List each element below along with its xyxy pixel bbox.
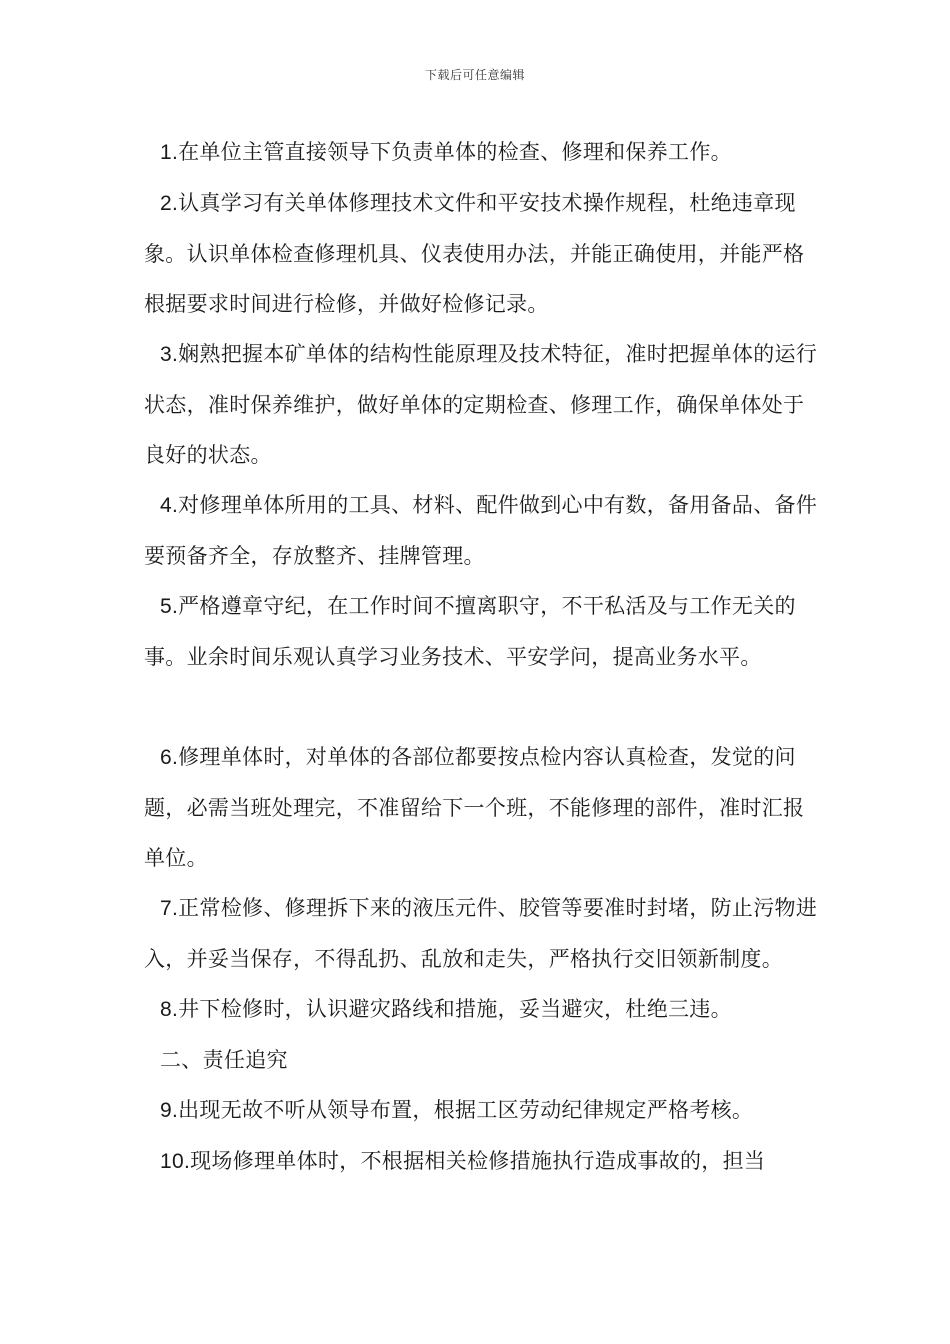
list-item: 1.在单位主管直接领导下负责单体的检查、修理和保养工作。 xyxy=(160,140,732,164)
page-header: 下载后可任意编辑 xyxy=(424,68,525,82)
list-item: 4.对修理单体所用的工具、材料、配件做到心中有数，备用备品、备件要预备齐全，存放整齐、挂牌管理。 xyxy=(144,493,818,568)
list-item: 8.井下检修时，认识避灾路线和措施，妥当避灾，杜绝三违。 xyxy=(160,997,732,1021)
list-item: 3.娴熟把握本矿单体的结构性能原理及技术特征，准时把握单体的运行状态，准时保养维护，做好单体的定期检查、修理工作，确保单体处于良好的状态。 xyxy=(144,342,818,467)
list-item: 2.认真学习有关单体修理技术文件和平安技术操作规程，杜绝违章现象。认识单体检查修理机具、仪表使用办法，并能正确使用，并能严格根据要求时间进行检修，并做好检修记录。 xyxy=(144,191,805,316)
list-item: 5.严格遵章守纪，在工作时间不擅离职守，不干私活及与工作无关的事。业余时间乐观认真学习业务技术、平安学问，提高业务水平。 xyxy=(144,594,796,669)
document-body xyxy=(144,127,824,1187)
list-item: 10.现场修理单体时，不根据相关检修措施执行造成事故的，担当 xyxy=(160,1149,766,1173)
section-heading: 二、责任追究 xyxy=(160,1048,288,1072)
blank-line xyxy=(144,682,824,732)
list-item: 7.正常检修、修理拆下来的液压元件、胶管等要准时封堵，防止污物进入，并妥当保存，不得乱扔、乱放和走失，严格执行交旧领新制度。 xyxy=(144,896,818,971)
list-item: 6.修理单体时，对单体的各部位都要按点检内容认真检查，发觉的问题，必需当班处理完，不准留给下一个班，不能修理的部件，准时汇报单位。 xyxy=(144,745,805,870)
list-item: 9.出现无故不听从领导布置，根据工区劳动纪律规定严格考核。 xyxy=(160,1098,754,1122)
